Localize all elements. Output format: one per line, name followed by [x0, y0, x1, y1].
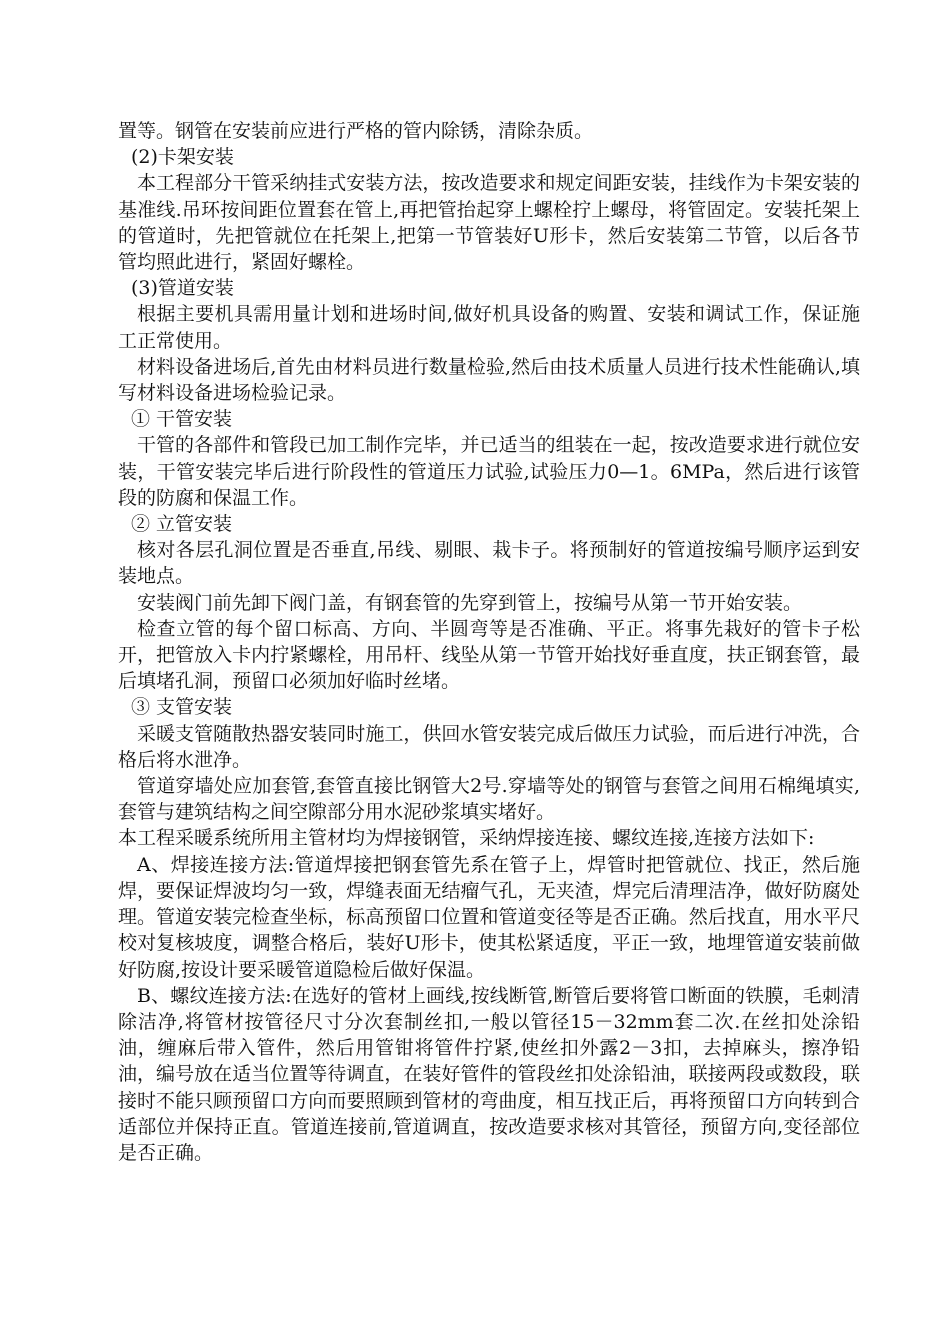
paragraph-valve-install: 安装阀门前先卸下阀门盖，有钢套管的先穿到管上，按编号从第一节开始安装。 — [137, 591, 803, 614]
paragraph-welding-method: A、焊接连接方法:管道焊接把钢套管先系在管子上，焊管时把管就位、找正，然后施焊，要保证焊波均匀一致，焊缝表面无结瘤气孔，无夹渣，焊完后清理洁净，做好防腐处理。管道安装完检查坐标，标高预留口位置和管道变径等是否正确。然后找直，用水平尺校对复核坡度，调整合格后，装好U形卡，使其松紧适度，平正一致，地埋管道安装前做好防腐,按设计要采暖管道隐检后做好保温。 — [118, 853, 860, 981]
paragraph-wall-sleeve: 管道穿墙处应加套管,套管直接比钢管大2号.穿墙等处的钢管与套管之间用石棉绳填实,套管与建筑结构之间空隙部分用水泥砂浆填实堵好。 — [118, 775, 860, 824]
paragraph-riser-holes: 核对各层孔洞位置是否垂直,吊线、剔眼、栽卡子。将预制好的管道按编号顺序运到安装地点。 — [118, 539, 860, 588]
paragraph-steel-pipe-cleaning: 置等。钢管在安装前应进行严格的管内除锈，清除杂质。 — [118, 120, 594, 142]
paragraph-connection-overview: 本工程采暖系统所用主管材均为焊接钢管，采纳焊接连接、螺纹连接,连接方法如下: — [118, 827, 815, 850]
document-body — [118, 118, 860, 1166]
heading-main-pipe: ① 干管安装 — [131, 408, 233, 431]
paragraph-equipment-plan: 根据主要机具需用量计划和进场时间,做好机具设备的购置、安装和调试工作，保证施工正常使用。 — [118, 303, 860, 352]
paragraph-material-inspection: 材料设备进场后,首先由材料员进行数量检验,然后由技术质量人员进行技术性能确认,填写材料设备进场检验记录。 — [118, 355, 860, 405]
heading-branch-pipe: ③ 支管安装 — [131, 696, 233, 719]
paragraph-main-pipe-install: 干管的各部件和管段已加工制作完毕，并已适当的组装在一起，按改造要求进行就位安装，干管安装完毕后进行阶段性的管道压力试验,试验压力0—1。6MPa，然后进行该管段的防腐和保温工作。 — [118, 434, 860, 509]
paragraph-riser-check: 检查立管的每个留口标高、方向、半圆弯等是否准确、平正。将事先栽好的管卡子松开，把管放入卡内拧紧螺栓，用吊杆、线坠从第一节管开始找好垂直度，扶正钢套管，最后填堵孔洞，预留口必须加好临时丝堵。 — [118, 617, 860, 693]
heading-pipe-installation: (3)管道安装 — [131, 277, 234, 300]
paragraph-bracket-method: 本工程部分干管采纳挂式安装方法，按改造要求和规定间距安装，挂线作为卡架安装的基准线.吊环按间距位置套在管上,再把管抬起穿上螺栓拧上螺母，将管固定。安装托架上的管道时，先把管就位在托架上,把第一节管装好U形卡，然后安装第二节管，以后各节管均照此进行，紧固好螺栓。 — [118, 172, 860, 274]
paragraph-thread-method: B、螺纹连接方法:在选好的管材上画线,按线断管,断管后要将管口断面的铁膜，毛刺清除洁净,将管材按管径尺寸分次套制丝扣,一般以管径15－32mm套二次.在丝扣处涂铅油，缠麻后带入管件，然后用管钳将管件拧紧,使丝扣外露2－3扣，去掉麻头，擦净铅油，编号放在适当位置等待调直，在装好管件的管段丝扣处涂铅油，联接两段或数段，联接时不能只顾预留口方向而要照顾到管材的弯曲度，相互找正后，再将预留口方向转到合适部位并保持正直。管道连接前,管道调直，按改造要求核对其管径，预留方向,变径部位是否正确。 — [118, 984, 860, 1164]
heading-bracket-installation: (2)卡架安装 — [131, 146, 234, 169]
paragraph-branch-pipe-install: 采暖支管随散热器安装同时施工，供回水管安装完成后做压力试验，而后进行冲洗，合格后将水泄净。 — [118, 722, 860, 771]
heading-riser-pipe: ② 立管安装 — [131, 513, 233, 536]
